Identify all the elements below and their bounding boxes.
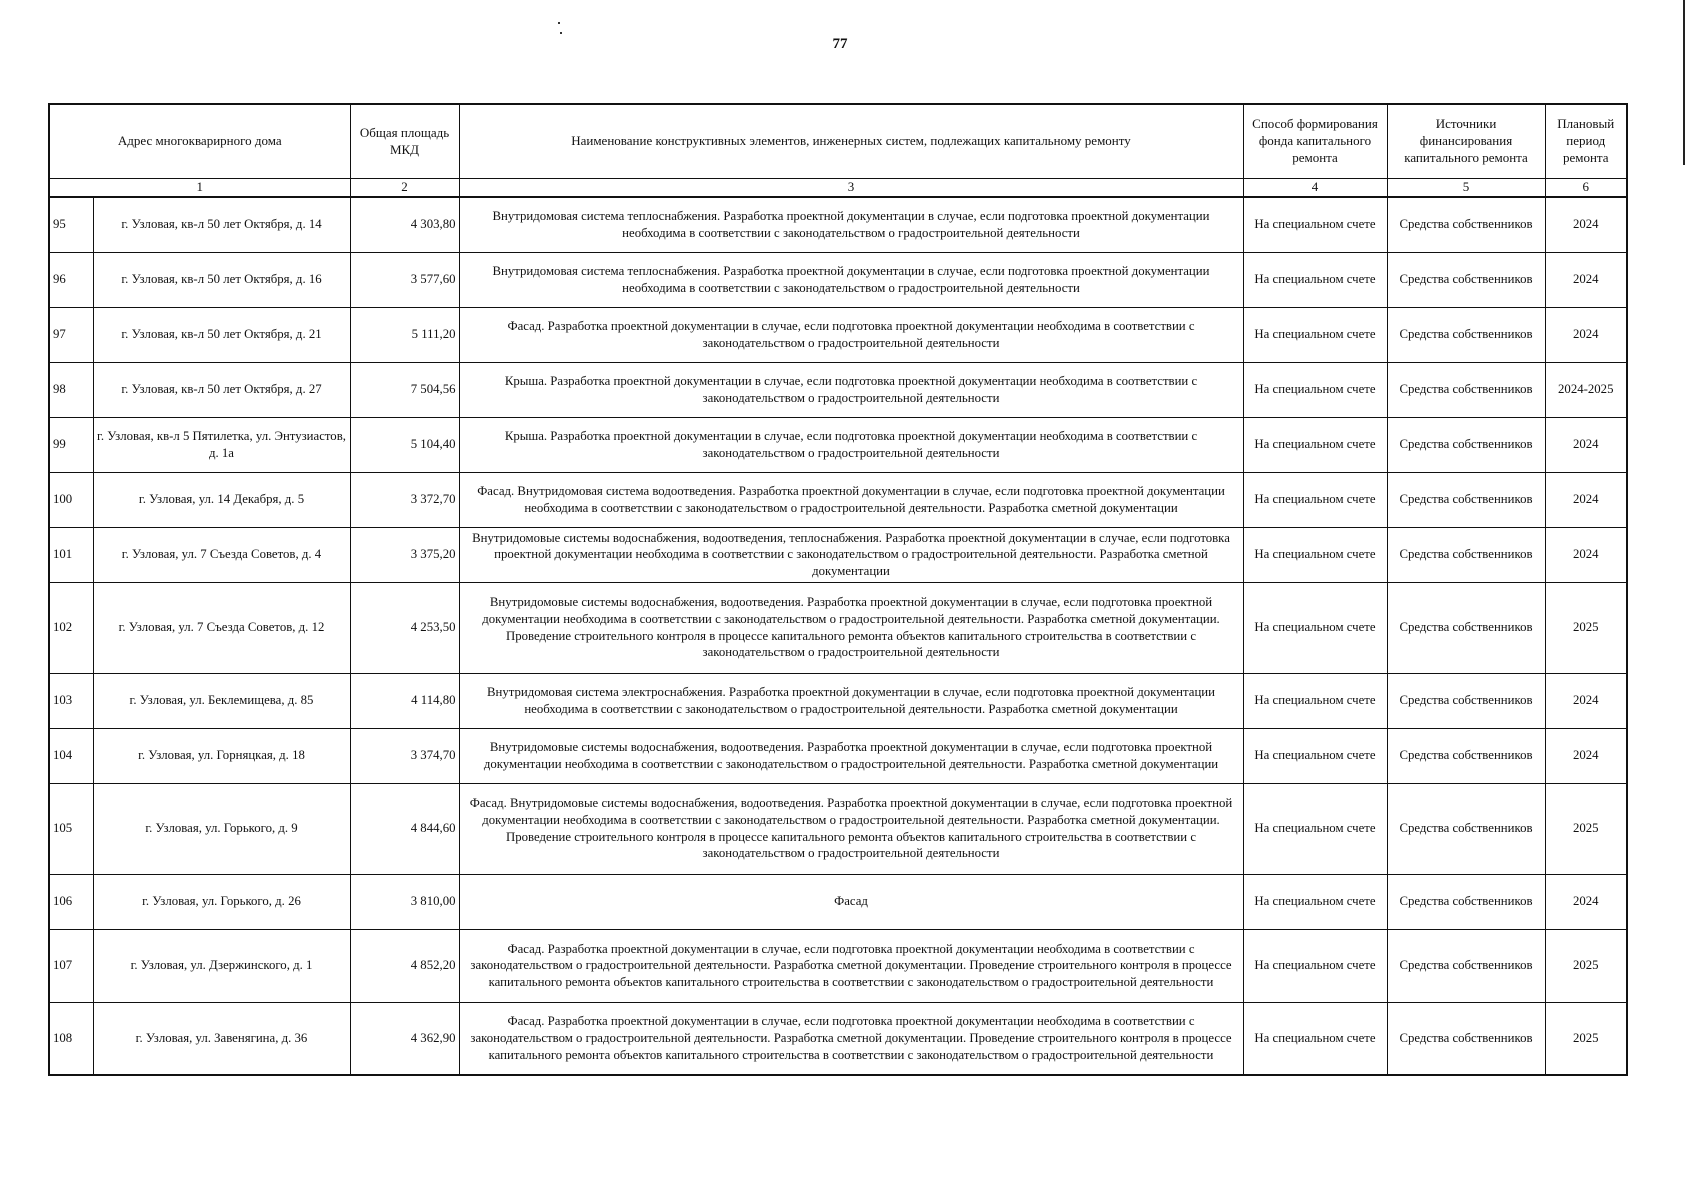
row-period: 2025	[1545, 929, 1627, 1002]
row-source: Средства собственников	[1387, 728, 1545, 783]
table-row	[49, 197, 1627, 252]
row-source: Средства собственников	[1387, 252, 1545, 307]
row-address: г. Узловая, ул. Горького, д. 26	[93, 874, 350, 929]
row-number: 101	[49, 527, 93, 582]
row-source: Средства собственников	[1387, 874, 1545, 929]
row-method: На специальном счете	[1243, 929, 1387, 1002]
row-works: Внутридомовая система электроснабжения. Разработка проектной документации в случае, если подготовка проектной документации необходима в соответствии с законодательством о градостроительной деятельности. Разработка сметной документации	[459, 673, 1243, 728]
row-works: Фасад. Внутридомовые системы водоснабжения, водоотведения. Разработка проектной документации в случае, если подготовка проектной документации необходима в соответствии с законодательством о градостроительной деятельности. Разработка сметной документации. Проведение строительного контроля в процессе капитального ремонта объектов капитального строительства в соответствии с законодательством о градостроительной деятельности	[459, 783, 1243, 874]
row-area: 3 374,70	[350, 728, 459, 783]
row-number: 102	[49, 582, 93, 673]
column-number: 4	[1243, 179, 1387, 198]
row-number: 106	[49, 874, 93, 929]
row-area: 3 810,00	[350, 874, 459, 929]
row-works: Внутридомовые системы водоснабжения, водоотведения, теплоснабжения. Разработка проектной документации в случае, если подготовка проектной документации необходима в соответствии с законодательством о градостроительной деятельности. Разработка сметной документации	[459, 527, 1243, 582]
page-number: 77	[832, 36, 848, 52]
row-address: г. Узловая, ул. Дзержинского, д. 1	[93, 929, 350, 1002]
row-method: На специальном счете	[1243, 197, 1387, 252]
row-method: На специальном счете	[1243, 307, 1387, 362]
row-method: На специальном счете	[1243, 252, 1387, 307]
row-works: Внутридомовая система теплоснабжения. Разработка проектной документации в случае, если подготовка проектной документации необходима в соответствии с законодательством о градостроительной деятельности	[459, 197, 1243, 252]
row-area: 5 111,20	[350, 307, 459, 362]
row-address: г. Узловая, ул. 7 Съезда Советов, д. 4	[93, 527, 350, 582]
row-area: 4 852,20	[350, 929, 459, 1002]
row-works: Внутридомовые системы водоснабжения, водоотведения. Разработка проектной документации в случае, если подготовка проектной документации необходима в соответствии с законодательством о градостроительной деятельности. Разработка сметной документации. Проведение строительного контроля в процессе капитального ремонта объектов капитального строительства в соответствии с законодательством о градостроительной деятельности	[459, 582, 1243, 673]
row-address: г. Узловая, кв-л 50 лет Октября, д. 27	[93, 362, 350, 417]
row-source: Средства собственников	[1387, 362, 1545, 417]
row-area: 4 253,50	[350, 582, 459, 673]
column-number: 2	[350, 179, 459, 198]
table-row	[49, 673, 1627, 728]
row-period: 2024-2025	[1545, 362, 1627, 417]
row-source: Средства собственников	[1387, 582, 1545, 673]
row-address: г. Узловая, ул. Завенягина, д. 36	[93, 1002, 350, 1075]
table-row	[49, 1002, 1627, 1075]
header-area: Общая площадь МКД	[350, 104, 459, 179]
row-area: 5 104,40	[350, 417, 459, 472]
header-works: Наименование конструктивных элементов, инженерных систем, подлежащих капитальному ремонту	[459, 104, 1243, 179]
row-method: На специальном счете	[1243, 527, 1387, 582]
row-period: 2024	[1545, 527, 1627, 582]
table-row	[49, 783, 1627, 874]
table-row	[49, 307, 1627, 362]
column-number: 1	[49, 179, 350, 198]
table-header-row	[49, 104, 1627, 179]
row-period: 2025	[1545, 582, 1627, 673]
row-number: 95	[49, 197, 93, 252]
row-number: 104	[49, 728, 93, 783]
row-number: 105	[49, 783, 93, 874]
row-period: 2024	[1545, 673, 1627, 728]
header-address: Адрес многокварирного дома	[49, 104, 350, 179]
column-number: 5	[1387, 179, 1545, 198]
row-period: 2025	[1545, 1002, 1627, 1075]
row-method: На специальном счете	[1243, 472, 1387, 527]
table-row	[49, 582, 1627, 673]
row-period: 2024	[1545, 252, 1627, 307]
row-address: г. Узловая, ул. Горняцкая, д. 18	[93, 728, 350, 783]
table-row	[49, 929, 1627, 1002]
column-number-row	[49, 179, 1627, 198]
row-source: Средства собственников	[1387, 307, 1545, 362]
table-row	[49, 874, 1627, 929]
column-number: 6	[1545, 179, 1627, 198]
table-row	[49, 417, 1627, 472]
scan-speck	[558, 22, 560, 24]
row-number: 96	[49, 252, 93, 307]
row-number: 99	[49, 417, 93, 472]
row-address: г. Узловая, ул. 14 Декабря, д. 5	[93, 472, 350, 527]
row-works: Фасад. Разработка проектной документации в случае, если подготовка проектной документации необходима в соответствии с законодательством о градостроительной деятельности. Разработка сметной документации. Проведение строительного контроля в процессе капитального ремонта объектов капитального строительства в соответствии с законодательством о градостроительной деятельности	[459, 929, 1243, 1002]
row-method: На специальном счете	[1243, 582, 1387, 673]
row-works: Фасад. Разработка проектной документации в случае, если подготовка проектной документации необходима в соответствии с законодательством о градостроительной деятельности	[459, 307, 1243, 362]
row-period: 2024	[1545, 417, 1627, 472]
header-method: Способ формирования фонда капитального ремонта	[1243, 104, 1387, 179]
row-number: 103	[49, 673, 93, 728]
row-area: 3 375,20	[350, 527, 459, 582]
row-number: 108	[49, 1002, 93, 1075]
row-address: г. Узловая, кв-л 50 лет Октября, д. 16	[93, 252, 350, 307]
row-works: Внутридомовые системы водоснабжения, водоотведения. Разработка проектной документации в случае, если подготовка проектной документации необходима в соответствии с законодательством о градостроительной деятельности. Разработка сметной документации	[459, 728, 1243, 783]
row-method: На специальном счете	[1243, 417, 1387, 472]
table-row	[49, 728, 1627, 783]
row-address: г. Узловая, ул. 7 Съезда Советов, д. 12	[93, 582, 350, 673]
row-works: Крыша. Разработка проектной документации в случае, если подготовка проектной документации необходима в соответствии с законодательством о градостроительной деятельности	[459, 362, 1243, 417]
table-row	[49, 472, 1627, 527]
row-period: 2024	[1545, 728, 1627, 783]
row-period: 2025	[1545, 783, 1627, 874]
row-number: 107	[49, 929, 93, 1002]
scan-speck	[560, 32, 562, 34]
row-area: 7 504,56	[350, 362, 459, 417]
column-number: 3	[459, 179, 1243, 198]
table-row	[49, 527, 1627, 582]
row-number: 100	[49, 472, 93, 527]
table-row	[49, 362, 1627, 417]
row-method: На специальном счете	[1243, 362, 1387, 417]
row-method: На специальном счете	[1243, 673, 1387, 728]
row-address: г. Узловая, кв-л 5 Пятилетка, ул. Энтузиастов, д. 1а	[93, 417, 350, 472]
row-number: 98	[49, 362, 93, 417]
row-works: Внутридомовая система теплоснабжения. Разработка проектной документации в случае, если подготовка проектной документации необходима в соответствии с законодательством о градостроительной деятельности	[459, 252, 1243, 307]
row-address: г. Узловая, ул. Беклемищева, д. 85	[93, 673, 350, 728]
row-source: Средства собственников	[1387, 417, 1545, 472]
row-period: 2024	[1545, 874, 1627, 929]
table-row	[49, 252, 1627, 307]
row-period: 2024	[1545, 472, 1627, 527]
row-area: 4 303,80	[350, 197, 459, 252]
header-period: Плановый период ремонта	[1545, 104, 1627, 179]
row-method: На специальном счете	[1243, 1002, 1387, 1075]
row-works: Фасад. Внутридомовая система водоотведения. Разработка проектной документации в случае, если подготовка проектной документации необходима в соответствии с законодательством о градостроительной деятельности. Разработка сметной документации	[459, 472, 1243, 527]
row-source: Средства собственников	[1387, 783, 1545, 874]
row-method: На специальном счете	[1243, 874, 1387, 929]
row-method: На специальном счете	[1243, 783, 1387, 874]
row-area: 4 114,80	[350, 673, 459, 728]
row-address: г. Узловая, ул. Горького, д. 9	[93, 783, 350, 874]
row-address: г. Узловая, кв-л 50 лет Октября, д. 14	[93, 197, 350, 252]
row-works: Фасад	[459, 874, 1243, 929]
row-area: 4 844,60	[350, 783, 459, 874]
row-source: Средства собственников	[1387, 197, 1545, 252]
row-works: Фасад. Разработка проектной документации в случае, если подготовка проектной документации необходима в соответствии с законодательством о градостроительной деятельности. Разработка сметной документации. Проведение строительного контроля в процессе капитального ремонта объектов капитального строительства в соответствии с законодательством о градостроительной деятельности	[459, 1002, 1243, 1075]
row-address: г. Узловая, кв-л 50 лет Октября, д. 21	[93, 307, 350, 362]
row-method: На специальном счете	[1243, 728, 1387, 783]
scan-edge-line	[1683, 0, 1685, 165]
row-source: Средства собственников	[1387, 527, 1545, 582]
row-period: 2024	[1545, 307, 1627, 362]
row-number: 97	[49, 307, 93, 362]
row-works: Крыша. Разработка проектной документации в случае, если подготовка проектной документации необходима в соответствии с законодательством о градостроительной деятельности	[459, 417, 1243, 472]
row-source: Средства собственников	[1387, 1002, 1545, 1075]
row-source: Средства собственников	[1387, 929, 1545, 1002]
row-source: Средства собственников	[1387, 472, 1545, 527]
header-source: Источники финансирования капитального ремонта	[1387, 104, 1545, 179]
capital-repair-table	[48, 103, 1628, 1076]
row-area: 3 372,70	[350, 472, 459, 527]
row-period: 2024	[1545, 197, 1627, 252]
row-source: Средства собственников	[1387, 673, 1545, 728]
row-area: 3 577,60	[350, 252, 459, 307]
row-area: 4 362,90	[350, 1002, 459, 1075]
